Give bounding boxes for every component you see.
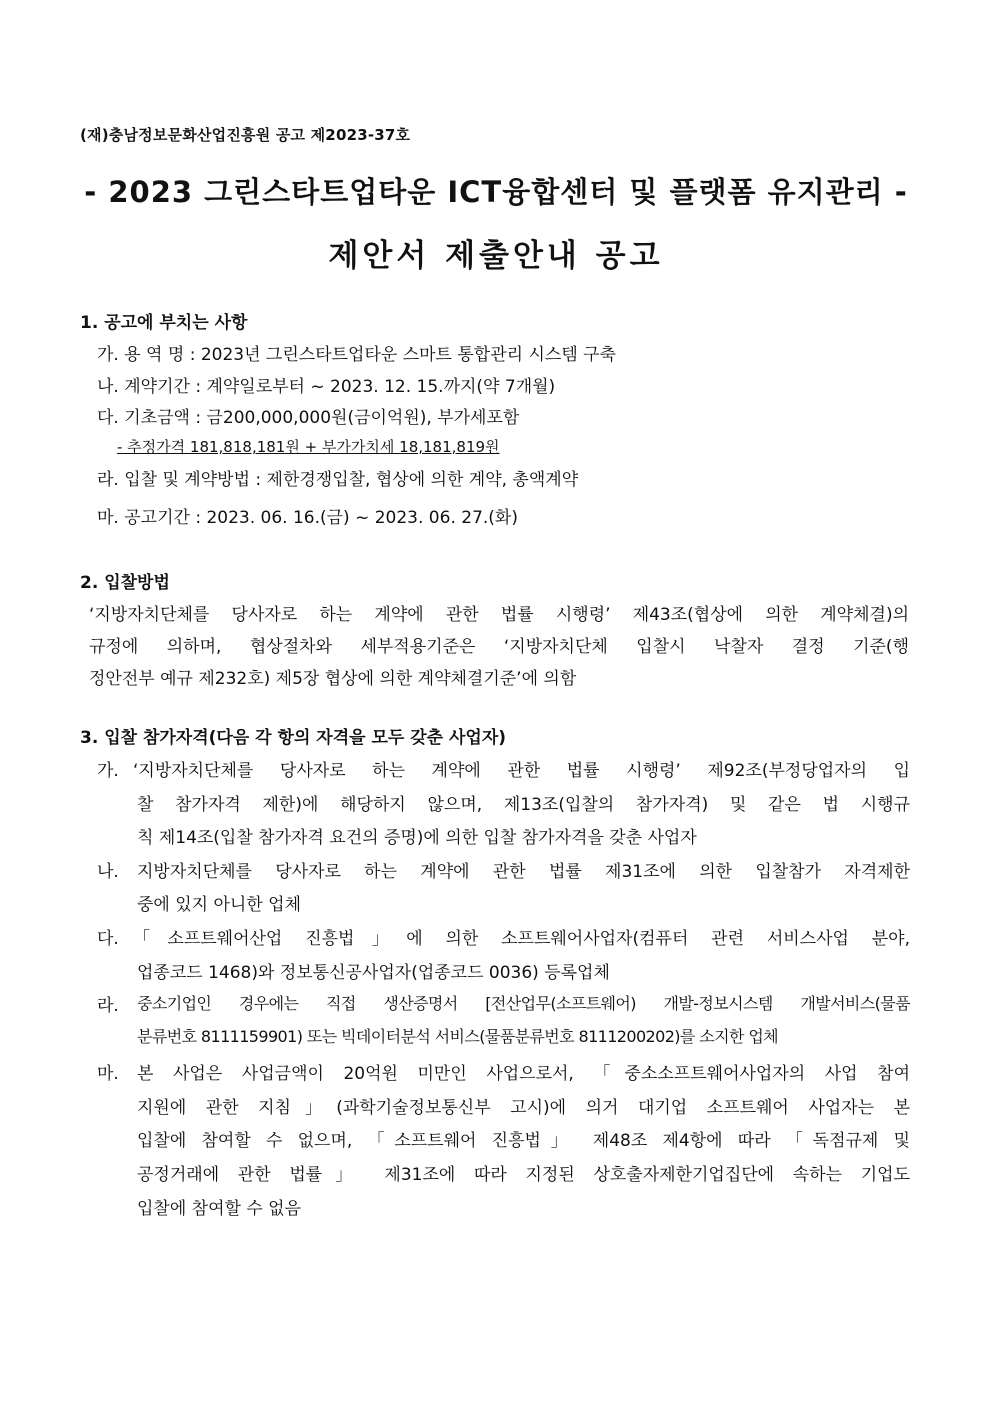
section-3-ga-line: ‘지방자치단체를 당사자로 하는 계약에 관한 법률 시행령’ 제92조(부정당업자의 입 xyxy=(133,761,910,781)
section-2-line-2: 규정에 의하며, 협상절차와 세부적용기준은 ‘지방자치단체 입찰시 낙찰자 결정 기준(행 xyxy=(89,637,909,657)
section-1-heading: 1. 공고에 부치는 사항 xyxy=(80,313,248,333)
section-3-ga-line: 칙 제14조(입찰 참가자격 요건의 증명)에 의한 입찰 참가자격을 갖춘 사업자 xyxy=(137,828,697,848)
section-3-da-line: 「소프트웨어산업 진흥법」에 의한 소프트웨어사업자(컴퓨터 관련 서비스사업 분야, xyxy=(133,929,910,949)
section-2-heading: 2. 입찰방법 xyxy=(80,573,170,593)
section-1-item-ga: 가. 용 역 명 : 2023년 그린스타트업타운 스마트 통합관리 시스템 구축 xyxy=(97,345,616,365)
section-1-item-ma: 마. 공고기간 : 2023. 06. 16.(금) ~ 2023. 06. 27.(화) xyxy=(97,508,518,528)
section-3-na-line: 지방자치단체를 당사자로 하는 계약에 관한 법률 제31조에 의한 입찰참가 자격제한 xyxy=(137,862,910,882)
section-1-item-da: 다. 기초금액 : 금200,000,000원(금이억원), 부가세포함 xyxy=(97,408,520,428)
section-3-da-line: 업종코드 1468)와 정보통신공사업자(업종코드 0036) 등록업체 xyxy=(137,963,610,983)
section-3-ra-line: 중소기업인 경우에는 직접 생산증명서 [전산업무(소프트웨어) 개발-정보시스템 개발서비스(물품 xyxy=(137,994,910,1013)
section-3-ma-line: 본 사업은 사업금액이 20억원 미만인 사업으로서, 「중소소프트웨어사업자의 사업 참여 xyxy=(137,1064,910,1084)
section-3-label-ma: 마. xyxy=(97,1064,119,1084)
notice-number: (재)충남정보문화산업진흥원 공고 제2023-37호 xyxy=(80,126,411,144)
section-3-ma-line: 입찰에 참여할 수 없음 xyxy=(137,1199,302,1219)
section-3-heading: 3. 입찰 참가자격(다음 각 항의 자격을 모두 갖춘 사업자) xyxy=(80,728,507,748)
section-3-label-ra: 라. xyxy=(97,996,119,1016)
section-3-ma-line: 입찰에 참여할 수 없으며, 「소프트웨어 진흥법」 제48조 제4항에 따라 「독점규제 및 xyxy=(137,1131,910,1151)
section-3-label-ga: 가. xyxy=(97,761,119,781)
section-1-item-na: 나. 계약기간 : 계약일로부터 ~ 2023. 12. 15.까지(약 7개월) xyxy=(97,377,556,397)
section-2-line-3: 정안전부 예규 제232호) 제5장 협상에 의한 계약체결기준’에 의함 xyxy=(89,669,577,689)
section-3-label-da: 다. xyxy=(97,929,119,949)
title-line-1: - 2023 그린스타트업타운 ICT융합센터 및 플랫폼 유지관리 - xyxy=(84,175,908,209)
section-2-line-1: ‘지방자치단체를 당사자로 하는 계약에 관한 법률 시행령’ 제43조(협상에 의한 계약체결)의 xyxy=(89,605,909,625)
section-3-na-line: 중에 있지 아니한 업체 xyxy=(137,895,302,915)
section-1-item-da-sub: - 추정가격 181,818,181원 + 부가가치세 18,181,819원 xyxy=(117,438,500,456)
section-3-ma-line: 지원에 관한 지침」(과학기술정보통신부 고시)에 의거 대기업 소프트웨어 사업자는 본 xyxy=(137,1098,910,1118)
section-3-ra-line: 분류번호 8111159901) 또는 빅데이터분석 서비스(물품분류번호 8111200202)를 소지한 업체 xyxy=(137,1027,779,1046)
title-line-2: 제안서 제출안내 공고 xyxy=(328,238,664,274)
section-3-ga-line: 찰 참가자격 제한)에 해당하지 않으며, 제13조(입찰의 참가자격) 및 같은 법 시행규 xyxy=(137,795,910,815)
section-3-label-na: 나. xyxy=(97,862,119,882)
section-3-ma-line: 공정거래에 관한 법률」 제31조에 따라 지정된 상호출자제한기업집단에 속하는 기업도 xyxy=(137,1165,910,1185)
section-1-item-ra: 라. 입찰 및 계약방법 : 제한경쟁입찰, 협상에 의한 계약, 총액계약 xyxy=(97,470,579,490)
